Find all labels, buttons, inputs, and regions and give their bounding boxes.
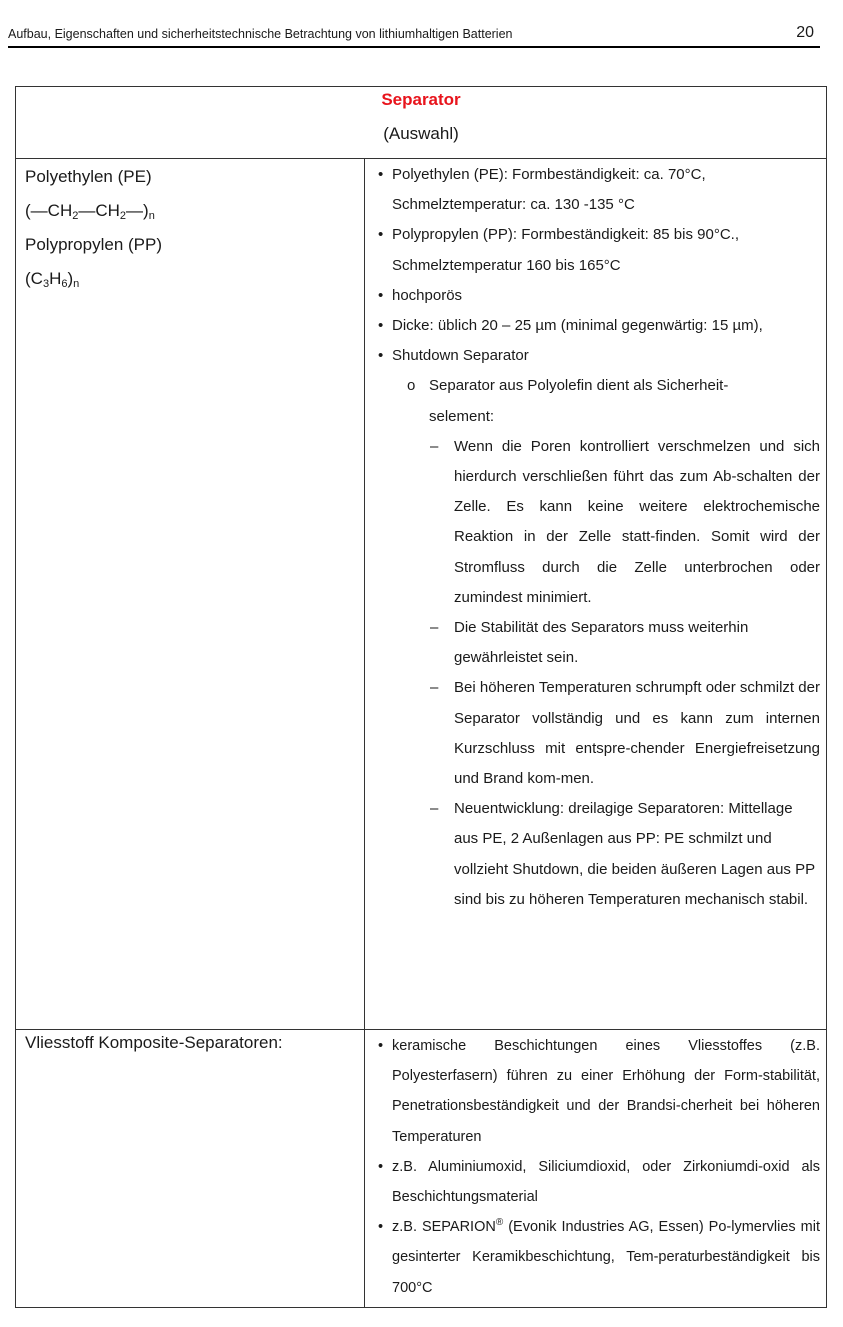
list-item: • hochporös <box>378 286 463 304</box>
dash-list-item: – Wenn die Poren kontrolliert verschmelzen und sich hierdurch verschließen führt das zum Ab-schalten der Zelle. Es kann keine weitere elektrochemische Reaktion in der Zelle statt-finden. Somit wird der Stromfluss durch die Zelle unterbrochen oder zumindest minimiert. <box>430 437 820 606</box>
column-divider <box>364 158 365 1308</box>
pp-formula: $(C_3H_6)_n$ <box>25 269 80 290</box>
list-item: • Dicke: üblich 20 – 25 µm (minimal gegenwärtig: 15 µm), <box>378 317 763 335</box>
page-number: 20 <box>796 24 814 41</box>
list-item: • z.B. SEPARION® (Evonik Industries AG, Essen) Po-lymervlies mit gesinterter Keramikbeschichtung, Tem-peraturbeständigkeit bis 700°C <box>378 1217 820 1296</box>
list-item: • keramische Beschichtungen eines Vliesstoffes (z.B. Polyesterfasern) führen zu einer Erhöhung der Form-stabilität, Penetrationsbeständigkeit und der Brandsi-cherheit bei höheren Temperaturen <box>378 1038 820 1145</box>
sub-list-item: o Separator aus Polyolefin dient als Sicherheit-selement: <box>407 377 729 425</box>
pe-label: Polyethylen (PE) <box>25 167 152 186</box>
polyolefin-properties <box>374 160 820 915</box>
list-item: • Shutdown Separator <box>378 347 529 365</box>
table-divider <box>16 158 826 159</box>
dash-list-item: – Die Stabilität des Separators muss weiterhin gewährleistet sein. <box>430 619 749 667</box>
dash-list-item: – Bei höheren Temperaturen schrumpft oder schmilzt der Separator vollständig und es kann zum internen Kurzschluss mit entspre-chender Energiefreisetzung und Brand kom-men. <box>430 679 820 788</box>
pp-label: Polypropylen (PP) <box>25 235 163 254</box>
running-title: Aufbau, Eigenschaften und sicherheitstechnische Betrachtung von lithiumhaltigen Batterien <box>8 27 513 41</box>
table-caption-subtitle: (Auswahl) <box>383 124 459 143</box>
list-item: • Polypropylen (PP): Formbeständigkeit: 85 bis 90°C., Schmelztemperatur 160 bis 165°C <box>378 226 739 274</box>
pe-formula: $(—CH_2—CH_2—)_n$ <box>25 201 155 222</box>
table-caption-title: Separator <box>381 90 461 109</box>
dash-list-item: – Neuentwicklung: dreilagige Separatoren: Mittellage aus PE, 2 Außenlagen aus PP: PE schmilzt und vollzieht Shutdown, die beiden äußeren Lagen aus PP sind bis zu höheren Temperaturen mechanisch stabil. <box>430 800 815 908</box>
page-header <box>8 24 820 48</box>
list-item: • Polyethylen (PE): Formbeständigkeit: ca. 70°C, Schmelztemperatur: ca. 130 -135 °C <box>378 166 706 214</box>
vliesstoff-properties <box>374 1031 820 1303</box>
separator-table <box>15 86 827 1308</box>
polyolefin-materials <box>25 160 162 296</box>
vliesstoff-label: Vliesstoff Komposite-Separatoren: <box>25 1033 283 1052</box>
list-item: • z.B. Aluminiumoxid, Siliciumdioxid, oder Zirkoniumdi-oxid als Beschichtungsmaterial <box>378 1158 820 1206</box>
